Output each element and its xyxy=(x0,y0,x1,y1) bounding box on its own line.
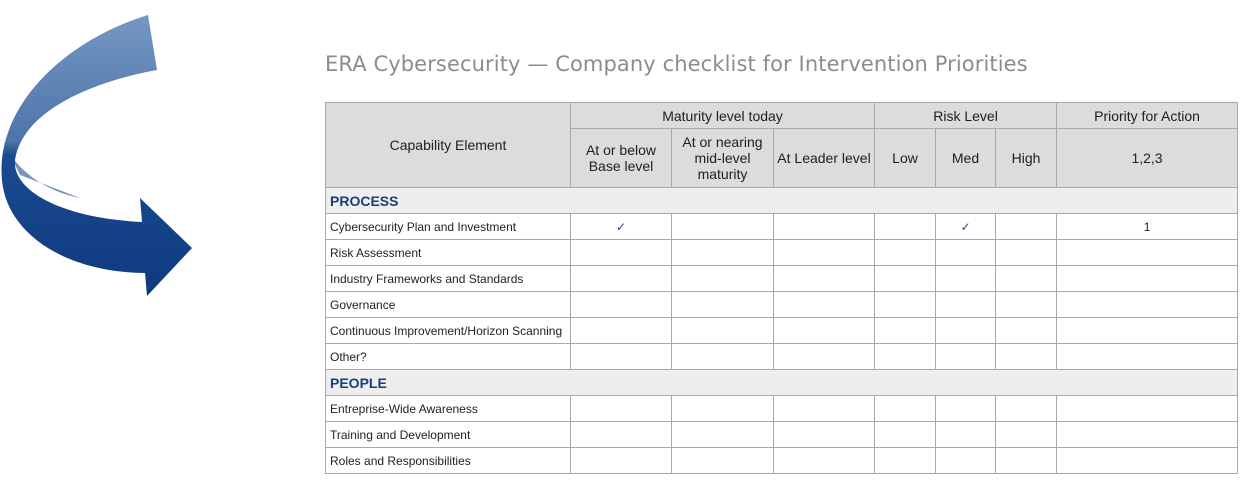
base-level-cell[interactable] xyxy=(571,422,672,448)
section-row xyxy=(326,370,1238,396)
risk-high-cell[interactable] xyxy=(996,240,1057,266)
risk-med-cell[interactable] xyxy=(936,344,996,370)
leader-level-header: At Leader level xyxy=(774,129,875,188)
mid-level-header: At or nearing mid-level maturity xyxy=(672,129,774,188)
priority-cell[interactable]: 1 xyxy=(1057,214,1238,240)
curved-arrow-icon xyxy=(0,12,200,302)
risk-med-header: Med xyxy=(936,129,996,188)
risk-low-cell[interactable] xyxy=(875,214,936,240)
risk-low-cell[interactable] xyxy=(875,396,936,422)
mid-level-cell[interactable] xyxy=(672,422,774,448)
maturity-level-header: Maturity level today xyxy=(571,103,875,129)
base-level-cell[interactable] xyxy=(571,266,672,292)
mid-level-cell[interactable] xyxy=(672,318,774,344)
leader-level-cell[interactable] xyxy=(774,318,875,344)
risk-med-cell[interactable] xyxy=(936,422,996,448)
priority-cell[interactable] xyxy=(1057,240,1238,266)
leader-level-cell[interactable] xyxy=(774,266,875,292)
mid-level-cell[interactable] xyxy=(672,266,774,292)
risk-low-cell[interactable] xyxy=(875,240,936,266)
risk-low-cell[interactable] xyxy=(875,422,936,448)
table-row xyxy=(326,240,1238,266)
row-label: Cybersecurity Plan and Investment xyxy=(326,214,571,240)
table-row xyxy=(326,292,1238,318)
table-row xyxy=(326,266,1238,292)
risk-med-cell[interactable] xyxy=(936,448,996,474)
row-label: Industry Frameworks and Standards xyxy=(326,266,571,292)
base-level-cell[interactable] xyxy=(571,240,672,266)
risk-high-cell[interactable] xyxy=(996,318,1057,344)
risk-high-header: High xyxy=(996,129,1057,188)
risk-med-cell[interactable]: ✓ xyxy=(936,214,996,240)
base-level-cell[interactable] xyxy=(571,292,672,318)
base-level-cell[interactable] xyxy=(571,448,672,474)
risk-med-cell[interactable] xyxy=(936,396,996,422)
mid-level-cell[interactable] xyxy=(672,214,774,240)
table-row xyxy=(326,448,1238,474)
row-label: Governance xyxy=(326,292,571,318)
table-row xyxy=(326,214,1238,240)
mid-level-cell[interactable] xyxy=(672,240,774,266)
row-label: Training and Development xyxy=(326,422,571,448)
risk-high-cell[interactable] xyxy=(996,344,1057,370)
risk-high-cell[interactable] xyxy=(996,448,1057,474)
risk-high-cell[interactable] xyxy=(996,422,1057,448)
priority-cell[interactable] xyxy=(1057,448,1238,474)
mid-level-cell[interactable] xyxy=(672,448,774,474)
leader-level-cell[interactable] xyxy=(774,344,875,370)
leader-level-cell[interactable] xyxy=(774,214,875,240)
risk-low-cell[interactable] xyxy=(875,318,936,344)
mid-level-cell[interactable] xyxy=(672,344,774,370)
row-label: Continuous Improvement/Horizon Scanning xyxy=(326,318,571,344)
risk-high-cell[interactable] xyxy=(996,292,1057,318)
section-row xyxy=(326,188,1238,214)
priority-cell[interactable] xyxy=(1057,344,1238,370)
row-label: Risk Assessment xyxy=(326,240,571,266)
risk-low-cell[interactable] xyxy=(875,292,936,318)
capability-element-header: Capability Element xyxy=(326,103,571,188)
risk-med-cell[interactable] xyxy=(936,292,996,318)
risk-low-cell[interactable] xyxy=(875,344,936,370)
row-label: Roles and Responsibilities xyxy=(326,448,571,474)
base-level-cell[interactable] xyxy=(571,344,672,370)
checklist-table xyxy=(325,102,1238,474)
priority-header: Priority for Action xyxy=(1057,103,1238,129)
priority-cell[interactable] xyxy=(1057,396,1238,422)
risk-high-cell[interactable] xyxy=(996,396,1057,422)
table-row xyxy=(326,422,1238,448)
row-label: Other? xyxy=(326,344,571,370)
risk-low-header: Low xyxy=(875,129,936,188)
base-level-header: At or below Base level xyxy=(571,129,672,188)
risk-level-header: Risk Level xyxy=(875,103,1057,129)
risk-med-cell[interactable] xyxy=(936,318,996,344)
risk-low-cell[interactable] xyxy=(875,448,936,474)
leader-level-cell[interactable] xyxy=(774,292,875,318)
leader-level-cell[interactable] xyxy=(774,448,875,474)
priority-cell[interactable] xyxy=(1057,318,1238,344)
section-label: PROCESS xyxy=(326,188,1238,214)
risk-high-cell[interactable] xyxy=(996,214,1057,240)
leader-level-cell[interactable] xyxy=(774,396,875,422)
mid-level-cell[interactable] xyxy=(672,396,774,422)
table-row xyxy=(326,318,1238,344)
page-title: ERA Cybersecurity — Company checklist for Intervention Priorities xyxy=(325,52,1028,76)
table-row xyxy=(326,396,1238,422)
row-label: Entreprise-Wide Awareness xyxy=(326,396,571,422)
leader-level-cell[interactable] xyxy=(774,422,875,448)
risk-med-cell[interactable] xyxy=(936,266,996,292)
base-level-cell[interactable] xyxy=(571,396,672,422)
priority-scale-header: 1,2,3 xyxy=(1057,129,1238,188)
mid-level-cell[interactable] xyxy=(672,292,774,318)
base-level-cell[interactable] xyxy=(571,318,672,344)
base-level-cell[interactable]: ✓ xyxy=(571,214,672,240)
risk-low-cell[interactable] xyxy=(875,266,936,292)
priority-cell[interactable] xyxy=(1057,422,1238,448)
leader-level-cell[interactable] xyxy=(774,240,875,266)
table-row xyxy=(326,344,1238,370)
priority-cell[interactable] xyxy=(1057,266,1238,292)
risk-med-cell[interactable] xyxy=(936,240,996,266)
section-label: PEOPLE xyxy=(326,370,1238,396)
priority-cell[interactable] xyxy=(1057,292,1238,318)
risk-high-cell[interactable] xyxy=(996,266,1057,292)
